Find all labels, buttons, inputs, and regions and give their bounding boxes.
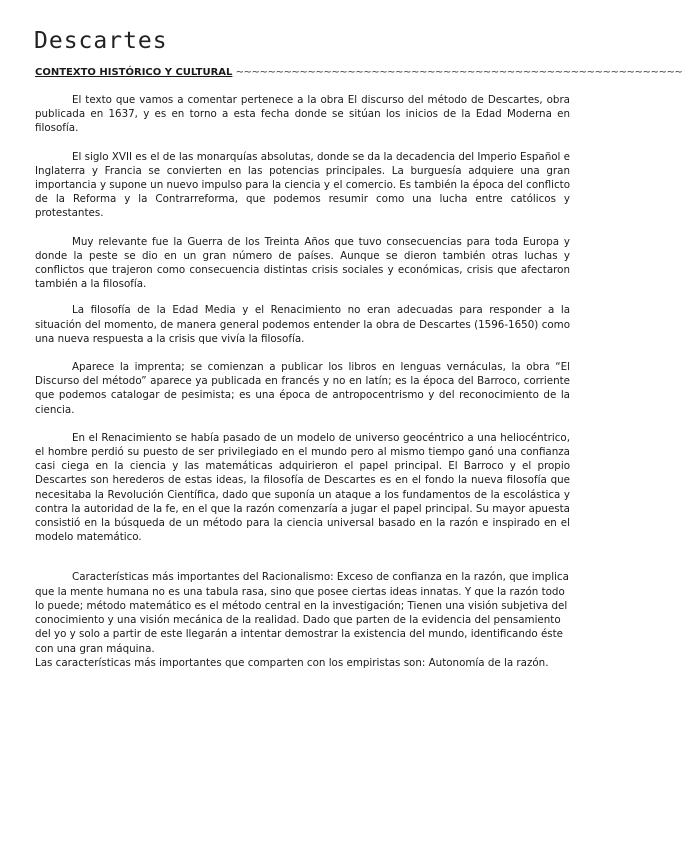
section-heading <box>35 66 682 80</box>
document-title: Descartes <box>34 28 168 54</box>
characteristics-paragraph: Características más importantes del Racionalismo: Exceso de confianza en la razón, que implica que la mente humana no es una tabula rasa, sino que posee ciertas ideas innatas. Y que la razón todo lo puede; método matemático es el método central en la investigación; Tienen una visión subjetiva del conocimiento y una visión mecánica de la realidad. Dado que parten de la evidencia del pensamiento del yo y solo a partir de este llegarán a intentar demostrar la existencia del mundo, identificando éste con una gran máquina. <box>35 571 569 655</box>
paragraph: Aparece la imprenta; se comienzan a publicar los libros en lenguas vernáculas, la obra “El Discurso del método” aparece ya publicada en francés y no en latín; es la época del Barroco, corriente que podemos catalogar de pesimista; es una época de antropocentrismo y del reconocimiento de la ciencia. <box>35 361 570 416</box>
paragraph: El texto que vamos a comentar pertenece a la obra El discurso del método de Descartes, obra publicada en 1637, y es en torno a esta fecha donde se sitúan los inicios de la Edad Moderna en filosofía. <box>35 94 570 135</box>
paragraph: En el Renacimiento se había pasado de un modelo de universo geocéntrico a una heliocéntrico, el hombre perdió su puesto de ser privilegiado en el mundo pero al mismo tiempo ganó una confianza casi ciega en la ciencia y las matemáticas adquirieron el papel principal. El Barroco y el propio Descartes son herederos de estas ideas, la filosofía de Descartes es en el fondo la nueva filosofía que necesitaba la Revolución Científica, dado que suponía un ataque a los fundamentos de la escolástica y contra la autoridad de la fe, en el que la razón comenzaría a jugar el papel principal. Su mayor apuesta consistió en la búsqueda de un método para la ciencia universal basado en la razón e inspirado en el modelo matemático. <box>35 431 570 544</box>
paragraph: La filosofía de la Edad Media y el Renacimiento no eran adecuadas para responder a la situación del momento, de manera general podemos entender la obra de Descartes (1596-1650) como una nueva respuesta a la crisis que vivía la filosofía. <box>35 304 570 345</box>
document-body <box>35 93 570 670</box>
paragraph: El siglo XVII es el de las monarquías absolutas, donde se da la decadencia del Imperio Español e Inglaterra y Francia se convierten en las potencias principales. La burguesía adquiere una gran importancia y supone un nuevo impulso para la ciencia y el comercio. Es también la época del conflicto de la Reforma y la Contrarreforma, que podemos resumir como una lucha entre católicos y protestantes. <box>35 150 570 220</box>
empiricists-paragraph: Las características más importantes que comparten con los empiristas son: Autonomía de la razón. <box>35 656 549 669</box>
section-heading-label: CONTEXTO HISTÓRICO Y CULTURAL <box>35 67 233 78</box>
paragraph: Muy relevante fue la Guerra de los Treinta Años que tuvo consecuencias para toda Europa y donde la peste se dio en un gran número de países. Aunque se dieron también otras luchas y conflictos que trajeron como consecuencia distintas crisis sociales y económicas, crisis que afectaron también a la filosofía. <box>35 235 570 291</box>
section-heading-rule: ~~~~~~~~~~~~~~~~~~~~~~~~~~~~~~~~~~~~~~~~~~~~~~~~~~~~~~~~ <box>235 67 682 78</box>
